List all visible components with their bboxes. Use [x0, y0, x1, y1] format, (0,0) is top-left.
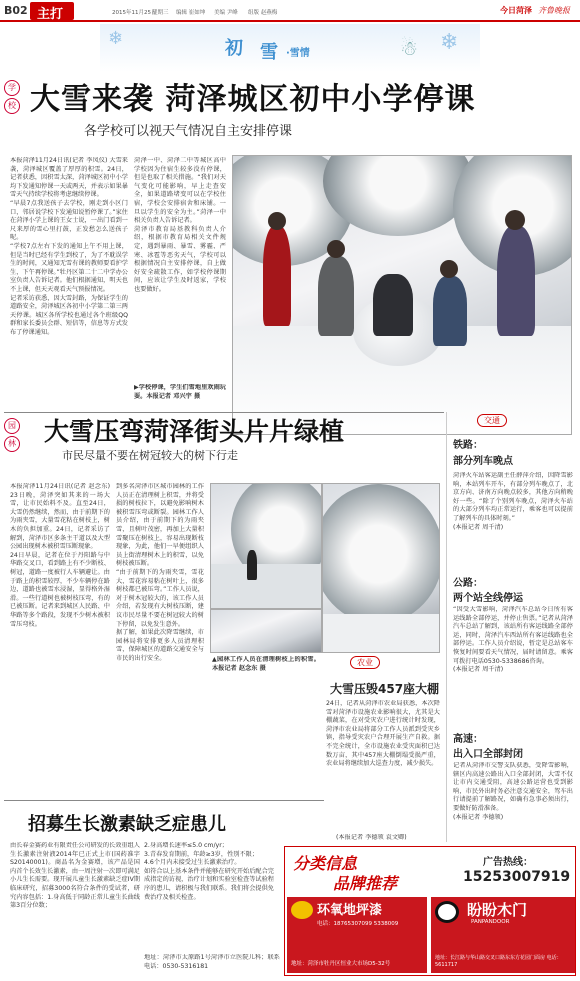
tag-school-2: 校 — [4, 98, 20, 114]
hotline-number[interactable]: 15253007919 — [463, 869, 571, 885]
tag-garden-2: 林 — [4, 436, 20, 452]
recruit-col1: 由长春金赛药业有限责任公司研发的长效重组人生长激素注射液2014年已正式上市(国药准字S20140001)。商品名为金赛增，该产品是国内首个长效生长激素，由一周注射一次即可满足小儿生长需要。现开展儿童生长激素缺乏症IV期临床研究，招募3000名符合条件的受试者，研究内容包括：1.身高低于同龄正常儿童生长曲线第3百分位数； — [10, 842, 140, 910]
highway-title-2: 出入口全部封闭 — [453, 749, 523, 760]
garden-snow-photo-2 — [322, 483, 440, 653]
highway-text: 记者从菏泽市交警支队获悉，受降雪影响，辖区内高速公路出入口全部封闭，大雪不仅让市内交通受阻，高速公路运营也受到影响，市民外出时务必注意交通安全，驾车出行请提前了解路况，如确有急事必须出行，要做好防滑准备。 (本报记者 李德领) — [453, 762, 573, 821]
divider — [4, 800, 324, 801]
tag-garden: 园 — [4, 418, 20, 434]
article1-col1: 本报菏泽11月24日讯(记者 李凤仪) 大雪来袭，菏泽城区覆盖了厚厚的积雪。24日，记者获悉，因积雪太深，菏泽城区初中小学均下发通知停课一天或两天，并表示如果暴雪天气持续学校将考虑继续停课。 “早晨7点我送孩子去学校，刚走到小区门口，邻居说学校下发通知说暂停课了。”家住在菏泽小学上课的王女士说，一出门看到一尺来厚的雪心里打鼓，正发愁怎么送孩子呢。 “学校7点左右下发的通知上午不用上课，但是当时已经有学生到校了，为了不耽误学生的时间，又通知无雪有课的教师要看护学生，下午再停课。”牡丹区第二十二中学办公室负责人告诉记者。他们根据通知，明天也不上课，但天天观看天气预报情况。 记者采访获悉，因大雪封路，为保证学生的道路安全，菏泽城区各初中小学第二第三两天停课。城区各所学校也通过各个班级QQ群和家长委员会群、短信等，信息等方式发布了停课通知。 — [10, 157, 128, 336]
ads-title-b: 品牌推荐 — [333, 874, 398, 893]
snowman-icon: ☃ — [400, 36, 418, 60]
ad-epoxy-addr: 地址：菏泽市牡丹区恒业大市场D5-32号 — [291, 961, 391, 967]
banner-char-1: 初 — [225, 38, 243, 59]
paper-name: 今日菏泽 — [500, 6, 532, 15]
road-title-1: 公路： — [453, 578, 483, 589]
article2-subhead: 市民尽量不要在树冠较大的树下行走 — [62, 449, 238, 462]
section-title: 主打 — [37, 7, 64, 22]
highway-title-1: 高速： — [453, 734, 483, 745]
issue-weekday: 星期三 — [152, 10, 169, 16]
hotline-label: 广告热线： — [483, 857, 533, 868]
page-code: B02 — [4, 4, 28, 17]
road-title-2: 两个站全线停运 — [453, 593, 523, 604]
ad-door[interactable] — [431, 897, 575, 973]
paper-brand: 齐鲁晚报 — [538, 6, 570, 15]
agri-headline: 大雪压毁457座大棚 — [330, 682, 440, 696]
ad-epoxy-phone: 电话：18765307099 5338009 — [317, 921, 399, 927]
editor-credit: 编辑 崔如坤 — [176, 10, 206, 16]
rail-title-2: 部分列车晚点 — [453, 456, 513, 467]
article1-headline: 大雪来袭 菏泽城区初中小学停课 — [30, 82, 476, 117]
ads-block — [284, 846, 576, 976]
article1-caption: ▶学校停课，学生们雪地里欢闹玩耍。本报记者 邓兴宇 摄 — [134, 384, 226, 400]
snow-banner — [100, 24, 480, 72]
article1-subhead: 各学校可以视天气情况自主安排停课 — [84, 124, 293, 139]
tag-school: 学 — [4, 80, 20, 96]
issue-date: 2015年11月25日 — [112, 10, 157, 16]
article2-headline: 大雪压弯菏泽街头片片绿植 — [44, 417, 345, 446]
ad-door-sub: PANPANDOOR — [471, 919, 510, 925]
banner-char-2: 雪 — [260, 42, 278, 63]
garden-snow-photo-3 — [210, 609, 322, 653]
epoxy-logo-icon — [291, 901, 313, 919]
art-editor-credit: 美编 尹峰 — [214, 10, 238, 16]
ad-door-name: 盼盼木门 — [467, 901, 528, 919]
ad-door-addr: 地址：长江路与华山路交叉口路东东方花园门面房 电话：5611717 — [435, 955, 562, 968]
traffic-tag: 交通 — [477, 414, 507, 427]
page-header — [0, 0, 580, 22]
agri-byline: (本报记者 李德领 袁文卿) — [336, 834, 407, 841]
article2-col1: 本报菏泽11月24日讯(记者 赵念东) 23日晚，菏泽突如其来的一场大雪，让市民始料不及。直至24日，大雪仍然继续，然而，由于前期下的为雨夹雪，大量雪花粘在树枝上，树木的负担加重。24日，记者采访了解到，菏泽市区多条主干道以及大型公园出现树木被积雪压断现象。 24日早晨，记者在位于丹阳路与中华路交叉口，看到路上有不少断枝、树冠，道路一度被行人车辆避让。由于路上的积雪较厚，不少车辆停在路边，道路也被雪水浸湿，显得格外湿滑。一些行道树也被树枝压弯，有的已被压断。记者来到城区人民路、中华路等多个路段，发现不少树木被积雪压弯枝。 — [10, 483, 110, 628]
snowflake-icon: ❄ — [440, 30, 459, 55]
garden-snow-photo — [210, 483, 322, 609]
school-snow-photo — [232, 155, 572, 435]
recruit-headline: 招募生长激素缺乏症患儿 — [28, 814, 226, 835]
agri-tag: 农业 — [350, 656, 380, 669]
banner-char-3: ·雪情 — [286, 48, 310, 59]
rail-text: 菏泽火车站客运副主任薛萍介绍，因降雪影响，本站列车开车，有部分列车晚点了，北京方向、济南方向晚点较多，其他方向稍晚好一些。“除了个别列车晚点，菏泽火车站的大部分列车均正常运行，乘客也可以提前了解列车的具体时刻。” (本报记者 周千清) — [453, 472, 573, 531]
agri-text: 24日，记者从菏泽市农业局获悉，本次降雪对菏泽市设施农业影响很大，尤其是大棚蔬菜，在对受灾农户进行统计时发现，菏泽市农业局将部分工作人员派到受灾乡镇，指导受灾农户合理开展生产自救。据不完全统计，全市设施农业受灾面积已达数万亩，其中457座大棚倒塌受损严重，农业局将继续加大巡查力度，减少损失。 — [326, 700, 440, 768]
recruit-contact: 地址：菏泽市太原路1号菏泽市立医院儿科；联系电话：0530-5316181 — [144, 954, 280, 970]
article2-col2: 到多名菏泽市区城市园林的工作人员正在清理树上积雪，并将受损的树枝拉下，以避免影响树木被积雪压弯或断裂。园林工作人员介绍，由于前期下的为雨夹雪，且树叶茂密，再加上大量积雪聚压在树枝上，容易出现断枝现象，为此，他们一早便组织人员上街清理树木上的积雪，以免树枝被压断。 “由于前期下的为雨夹雪，雪花大，雪花容易粘在树叶上，很多树枝都已被压弯。”工作人员说，对于树木冠较大的，该工作人员介绍，若发现有大树枝压断，建议市民尽量不要在树冠较大的树下停留，以免发生意外。 据了解，如果此次降雪继续，市园林局将安排更多人员清理积雪，保障城区的道路交通安全与市民的出行安全。 — [116, 483, 204, 662]
ad-epoxy-name: 环氧地坪漆 — [317, 903, 383, 918]
traffic-panel — [446, 412, 576, 842]
road-text: “因受大雪影响，菏泽汽车总站今日所有客运线路全部停运，并停止售票。”记者从菏泽汽车总站了解到，该站所有客运线路全部停运，同时，菏泽汽车西站所有客运线路也全部停运。工作人员介绍说，暂定是总站客车恢复时间要看天气情况，届时请留意。乘客可拨打电话0530-5338686咨询。 (本报记者 周千清) — [453, 606, 573, 674]
article1-col2: 菏泽一中、菏泽二中等城区高中学校因为住宿生较多没有停课，但是也取了相关措施。“我们对天气变化可能影响，早上走查安全，如果道路堵变可以在学校住宿，学校会安排宿舍和床铺。一旦以学生的安全为主。”菏泽一中相关负责人告诉记者。 菏泽市教育局基教科负责人介绍，根据市教育局相关文件规定，遇到暴雨、暴雪、雾霾、严寒、冰雹等恶劣天气，学校可以根据情况自主安排停课，自上做好安全疏散工作，如学校停课期间，应该让学生及时返家，学校也要做好。 — [134, 157, 226, 293]
ads-title-a: 分类信息 — [293, 854, 358, 873]
rail-title-1: 铁路： — [453, 440, 483, 451]
article2-caption: ▲园林工作人员在清理树枝上的积雪。本报记者 赵念东 摄 — [212, 656, 320, 672]
ad-epoxy[interactable] — [287, 897, 427, 973]
recruit-col2: 2.身高增长速率≤5.0 cm/yr； 3.青春发育期前，年龄≥3岁，性别不限； 4.6个月内未接受过生长激素治疗。 如符合以上基本条件并能够在研究开始后配合完成指定的访视，治疗计划和实验室检查等试验程序的患儿，请积极与我们联系。我们将会提供免费治疗及相关检查。 — [144, 842, 274, 901]
snowflake-icon: ❄ — [108, 28, 124, 49]
panda-logo-icon — [435, 901, 459, 923]
proof-credit: 组版 赵燕梅 — [248, 10, 278, 16]
